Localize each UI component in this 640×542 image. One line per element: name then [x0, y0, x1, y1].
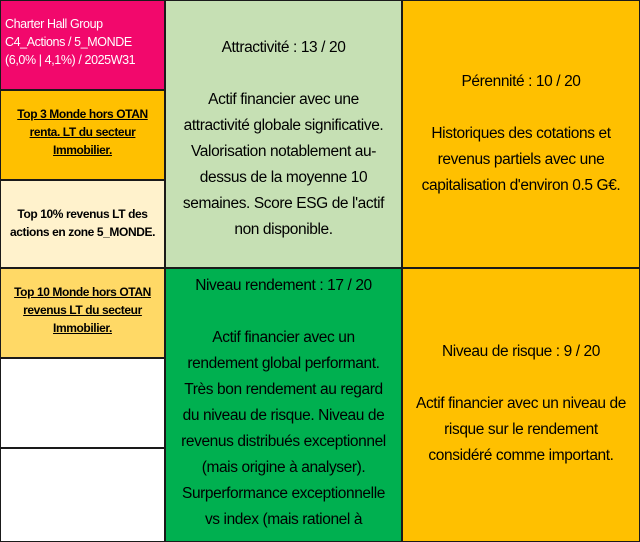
rendement-line: vs index (mais rationel à	[204, 511, 363, 528]
rendement-line: du niveau de risque. Niveau de	[182, 407, 385, 424]
risque-line: risque sur le rendement	[444, 421, 598, 438]
top10pct-line-2: actions en zone 5_MONDE.	[9, 225, 156, 239]
top10-ranking-cell[interactable]	[0, 268, 165, 358]
rendement-line: Très bon rendement au regard	[184, 381, 383, 398]
empty-cell[interactable]	[0, 358, 165, 448]
top10-line-2: revenus LT du secteur	[23, 303, 142, 317]
perennite-line: capitalisation d'environ 0.5 G€.	[421, 177, 621, 194]
perennite-line: Historiques des cotations et	[431, 125, 611, 142]
rendement-line: revenus distribués exceptionnel	[181, 433, 386, 450]
risque-cell[interactable]	[402, 268, 640, 542]
top3-line-3: Immobilier.	[53, 143, 112, 157]
rendement-line: Actif financier avec un	[212, 329, 355, 346]
top10pct-ranking-cell[interactable]	[0, 180, 165, 268]
rendement-line: Surperformance exceptionnelle	[182, 485, 385, 502]
perennite-line: revenus partiels avec une	[437, 151, 605, 168]
rendement-heading: Niveau rendement : 17 / 20	[195, 277, 372, 294]
top10-line-3: Immobilier.	[53, 321, 112, 335]
attractivite-line: Valorisation notablement au-	[191, 143, 376, 160]
risque-line: Actif financier avec un niveau de	[416, 395, 626, 412]
attractivite-line: dessus de la moyenne 10	[199, 169, 368, 186]
perennite-heading: Pérennité : 10 / 20	[461, 73, 581, 90]
stock-yields-week: (6,0% | 4,1%) / 2025W31	[5, 53, 136, 67]
attractivite-heading: Attractivité : 13 / 20	[221, 39, 346, 56]
attractivite-line: semaines. Score ESG de l'actif	[182, 195, 385, 212]
attractivite-cell[interactable]	[165, 0, 402, 268]
attractivite-line: Actif financier avec une	[208, 91, 359, 108]
risque-heading: Niveau de risque : 9 / 20	[441, 343, 601, 360]
empty-cell[interactable]	[0, 448, 165, 542]
top3-line-1: Top 3 Monde hors OTAN	[17, 107, 148, 121]
perennite-cell[interactable]	[402, 0, 640, 268]
rendement-line: rendement global performant.	[187, 355, 380, 372]
risque-line: considéré comme important.	[428, 447, 614, 464]
stock-title-cell[interactable]	[0, 0, 165, 90]
top10-line-1: Top 10 Monde hors OTAN	[14, 285, 151, 299]
attractivite-line: non disponible.	[234, 221, 333, 238]
top10pct-line-1: Top 10% revenus LT des	[17, 207, 148, 221]
attractivite-line: attractivité globale significative.	[183, 117, 384, 134]
stock-category: C4_Actions / 5_MONDE	[5, 35, 132, 49]
rendement-line: (mais origine à analyser).	[201, 459, 366, 476]
stock-name: Charter Hall Group	[5, 17, 103, 31]
rendement-cell[interactable]	[165, 268, 402, 542]
top3-line-2: renta. LT du secteur	[29, 125, 136, 139]
top3-ranking-cell[interactable]	[0, 90, 165, 180]
